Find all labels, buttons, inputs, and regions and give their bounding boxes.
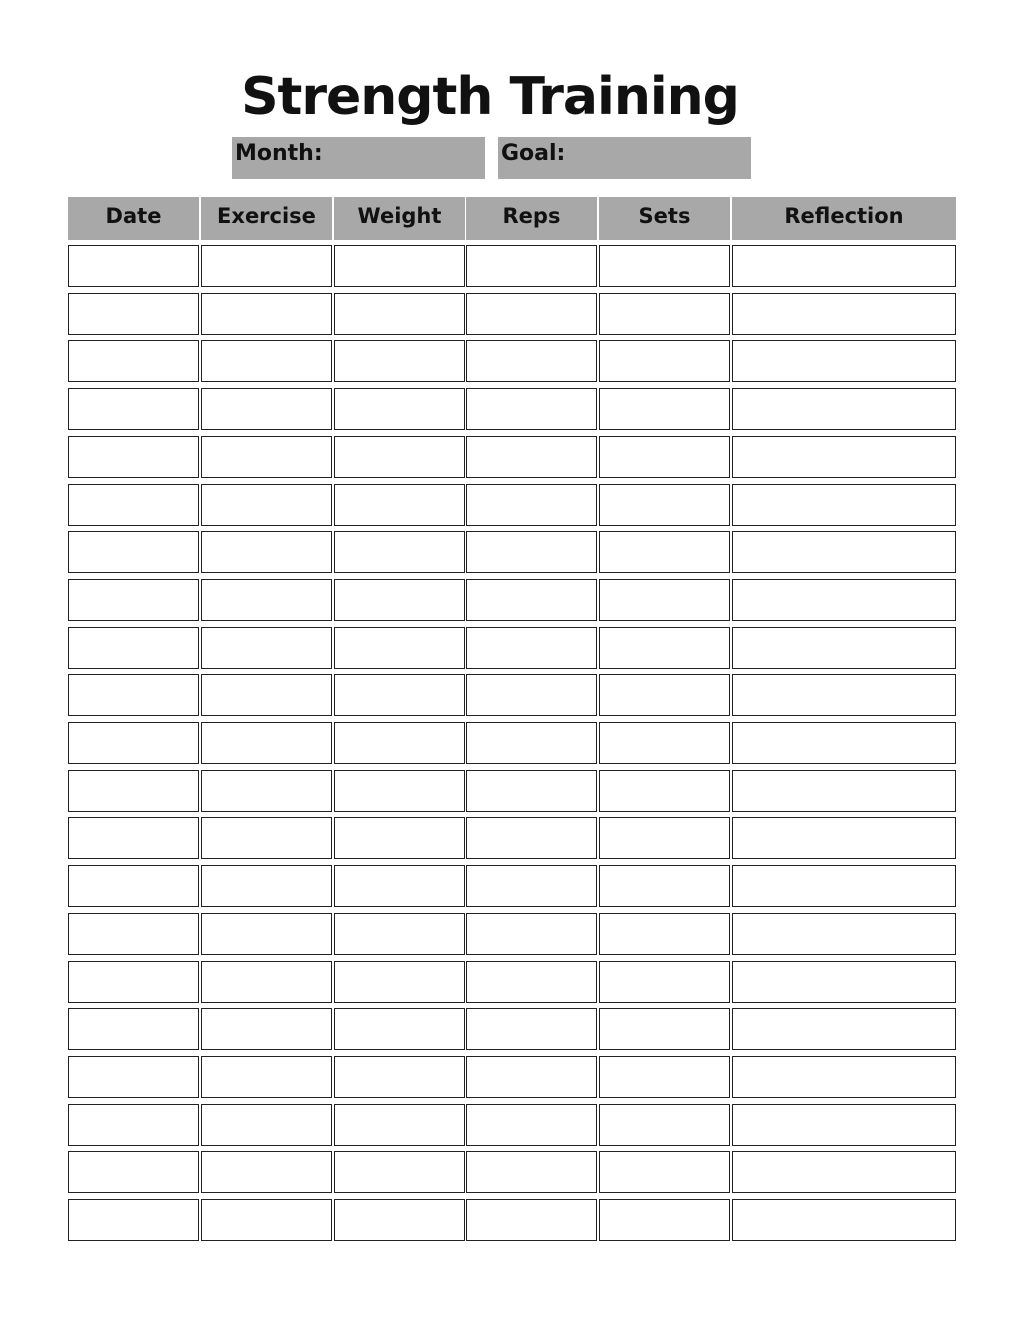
cell-date[interactable] [68,961,199,1003]
cell-date[interactable] [68,627,199,669]
cell-exercise[interactable] [201,1008,332,1050]
cell-exercise[interactable] [201,865,332,907]
cell-date[interactable] [68,913,199,955]
cell-reps[interactable] [466,865,597,907]
cell-date[interactable] [68,340,199,382]
table-row [68,1199,956,1241]
column-header-sets: Sets [599,197,730,240]
cell-date[interactable] [68,388,199,430]
cell-reps[interactable] [466,674,597,716]
cell-reflection[interactable] [732,340,956,382]
cell-reps[interactable] [466,293,597,335]
cell-exercise[interactable] [201,1199,332,1241]
cell-reps[interactable] [466,1056,597,1098]
cell-reflection[interactable] [732,579,956,621]
cell-exercise[interactable] [201,436,332,478]
cell-weight[interactable] [334,340,465,382]
cell-weight[interactable] [334,1104,465,1146]
cell-reps[interactable] [466,722,597,764]
cell-sets[interactable] [599,1199,730,1241]
cell-weight[interactable] [334,770,465,812]
cell-weight[interactable] [334,961,465,1003]
cell-reps[interactable] [466,1151,597,1193]
cell-reflection[interactable] [732,1151,956,1193]
cell-exercise[interactable] [201,722,332,764]
table-row [68,579,956,621]
cell-exercise[interactable] [201,579,332,621]
table-row [68,293,956,335]
cell-weight[interactable] [334,627,465,669]
cell-weight[interactable] [334,531,465,573]
table-row [68,1151,956,1193]
cell-sets[interactable] [599,484,730,526]
cell-exercise[interactable] [201,1056,332,1098]
table-row [68,1056,956,1098]
cell-date[interactable] [68,1104,199,1146]
cell-date[interactable] [68,579,199,621]
table-row [68,388,956,430]
table-row [68,436,956,478]
cell-sets[interactable] [599,627,730,669]
cell-weight[interactable] [334,722,465,764]
column-header-reflection: Reflection [732,197,956,240]
cell-weight[interactable] [334,865,465,907]
table-row [68,674,956,716]
cell-weight[interactable] [334,1008,465,1050]
cell-exercise[interactable] [201,627,332,669]
column-header-date: Date [68,197,199,240]
goal-label: Goal: [501,141,566,166]
cell-reps[interactable] [466,484,597,526]
cell-date[interactable] [68,531,199,573]
cell-weight[interactable] [334,817,465,859]
cell-reflection[interactable] [732,722,956,764]
cell-reflection[interactable] [732,388,956,430]
log-table-body [68,245,956,1245]
cell-reflection[interactable] [732,1199,956,1241]
table-row [68,722,956,764]
cell-reps[interactable] [466,531,597,573]
cell-reflection[interactable] [732,1104,956,1146]
cell-exercise[interactable] [201,961,332,1003]
table-row [68,865,956,907]
cell-reflection[interactable] [732,245,956,287]
cell-date[interactable] [68,245,199,287]
table-row [68,770,956,812]
cell-sets[interactable] [599,1104,730,1146]
cell-exercise[interactable] [201,1151,332,1193]
cell-sets[interactable] [599,865,730,907]
cell-date[interactable] [68,1008,199,1050]
cell-reflection[interactable] [732,436,956,478]
cell-reps[interactable] [466,961,597,1003]
cell-exercise[interactable] [201,531,332,573]
cell-exercise[interactable] [201,674,332,716]
cell-sets[interactable] [599,817,730,859]
table-row [68,1104,956,1146]
cell-weight[interactable] [334,1199,465,1241]
cell-reps[interactable] [466,1104,597,1146]
goal-field[interactable] [498,137,751,179]
table-row [68,531,956,573]
cell-sets[interactable] [599,1008,730,1050]
month-label: Month: [235,141,323,166]
cell-date[interactable] [68,865,199,907]
table-row [68,913,956,955]
column-header-reps: Reps [466,197,597,240]
cell-sets[interactable] [599,436,730,478]
cell-reps[interactable] [466,388,597,430]
cell-sets[interactable] [599,913,730,955]
cell-sets[interactable] [599,722,730,764]
cell-weight[interactable] [334,245,465,287]
cell-weight[interactable] [334,913,465,955]
cell-weight[interactable] [334,579,465,621]
cell-reflection[interactable] [732,1008,956,1050]
cell-sets[interactable] [599,579,730,621]
cell-reps[interactable] [466,913,597,955]
cell-exercise[interactable] [201,1104,332,1146]
cell-reflection[interactable] [732,1056,956,1098]
cell-exercise[interactable] [201,770,332,812]
table-row [68,627,956,669]
cell-reflection[interactable] [732,531,956,573]
cell-reps[interactable] [466,770,597,812]
cell-date[interactable] [68,674,199,716]
table-header [68,197,956,240]
cell-reps[interactable] [466,1008,597,1050]
cell-reps[interactable] [466,436,597,478]
cell-date[interactable] [68,1056,199,1098]
cell-reflection[interactable] [732,770,956,812]
cell-weight[interactable] [334,293,465,335]
cell-sets[interactable] [599,245,730,287]
cell-weight[interactable] [334,1151,465,1193]
cell-exercise[interactable] [201,484,332,526]
column-header-exercise: Exercise [201,197,332,240]
cell-sets[interactable] [599,531,730,573]
cell-date[interactable] [68,484,199,526]
cell-reps[interactable] [466,245,597,287]
cell-sets[interactable] [599,1151,730,1193]
page-title: Strength Training [241,67,739,127]
cell-exercise[interactable] [201,913,332,955]
cell-weight[interactable] [334,436,465,478]
table-row [68,340,956,382]
cell-exercise[interactable] [201,817,332,859]
cell-sets[interactable] [599,961,730,1003]
cell-date[interactable] [68,1151,199,1193]
cell-sets[interactable] [599,293,730,335]
cell-sets[interactable] [599,770,730,812]
table-row [68,245,956,287]
cell-reps[interactable] [466,1199,597,1241]
cell-sets[interactable] [599,340,730,382]
cell-date[interactable] [68,722,199,764]
table-row [68,961,956,1003]
month-field[interactable] [232,137,485,179]
cell-reps[interactable] [466,627,597,669]
cell-sets[interactable] [599,1056,730,1098]
cell-reflection[interactable] [732,674,956,716]
cell-reflection[interactable] [732,913,956,955]
cell-exercise[interactable] [201,293,332,335]
table-row [68,1008,956,1050]
cell-sets[interactable] [599,674,730,716]
cell-date[interactable] [68,817,199,859]
cell-reps[interactable] [466,579,597,621]
cell-exercise[interactable] [201,340,332,382]
cell-exercise[interactable] [201,245,332,287]
cell-date[interactable] [68,1199,199,1241]
table-row [68,817,956,859]
cell-date[interactable] [68,770,199,812]
cell-reps[interactable] [466,817,597,859]
cell-reflection[interactable] [732,627,956,669]
cell-weight[interactable] [334,674,465,716]
cell-weight[interactable] [334,484,465,526]
cell-exercise[interactable] [201,388,332,430]
cell-reflection[interactable] [732,484,956,526]
cell-weight[interactable] [334,388,465,430]
cell-sets[interactable] [599,388,730,430]
cell-reflection[interactable] [732,865,956,907]
cell-reflection[interactable] [732,293,956,335]
cell-reps[interactable] [466,340,597,382]
cell-date[interactable] [68,293,199,335]
table-row [68,484,956,526]
cell-reflection[interactable] [732,961,956,1003]
column-header-weight: Weight [334,197,465,240]
cell-reflection[interactable] [732,817,956,859]
cell-weight[interactable] [334,1056,465,1098]
cell-date[interactable] [68,436,199,478]
